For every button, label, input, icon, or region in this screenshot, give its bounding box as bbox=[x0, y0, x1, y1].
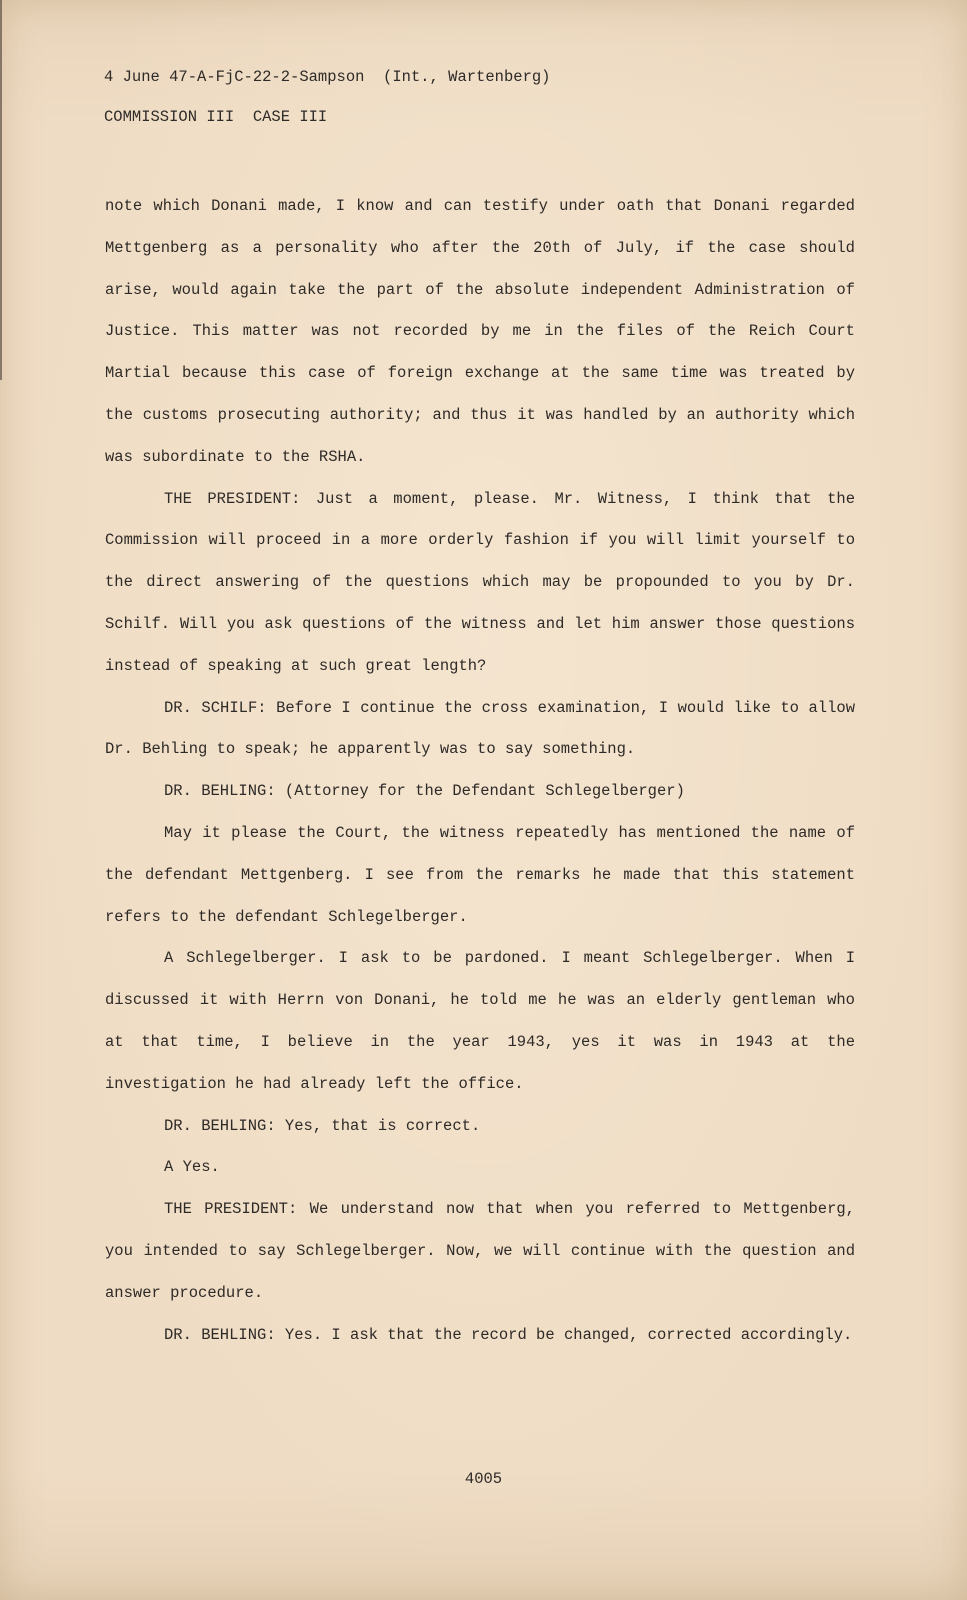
header-commission-case: COMMISSION III CASE III bbox=[104, 108, 328, 126]
paragraph-president-understanding: THE PRESIDENT: We understand now that when you referred to Mettgenberg, you intended to say Schlegelberger. Now, we will continue with the question and answer procedure. bbox=[105, 1200, 855, 1302]
page-number: 4005 bbox=[464, 1470, 503, 1488]
paragraph-behling-correction: DR. BEHLING: Yes. I ask that the record be changed, corrected accordingly. bbox=[164, 1325, 853, 1344]
paragraph-behling-confirm: DR. BEHLING: Yes, that is correct. bbox=[164, 1116, 481, 1135]
paragraph-testimony-continuation: note which Donani made, I know and can testify under oath that Donani regarded Mettgenberg as a personality who after the 20th of July, if the case should arise, would again take the part of the absolute independent Administration of Justice. This matter was not recorded by me in the files of the Reich Court Martial because this case of foreign exchange at the same time was treated by the customs prosecuting authority; and thus it was handled by an authority which was subordinate to the RSHA. bbox=[105, 197, 855, 466]
paragraph-witness-answer: A Schlegelberger. I ask to be pardoned. I meant Schlegelberger. When I discussed it with Herrn von Donani, he told me he was an elderly gentleman who at that time, I believe in the year 1943, yes it was in 1943 at the investigation he had already left the office. bbox=[105, 949, 855, 1093]
transcript-body bbox=[105, 186, 855, 1356]
paragraph-behling-attribution: DR. BEHLING: (Attorney for the Defendant Schlegelberger) bbox=[164, 782, 685, 801]
paragraph-president-remark: THE PRESIDENT: Just a moment, please. Mr. Witness, I think that the Commission will proceed in a more orderly fashion if you will limit yourself to the direct answering of the questions which may be propounded to you by Dr. Schilf. Will you ask questions of the witness and let him answer those questions instead of speaking at such great length? bbox=[105, 489, 855, 675]
page-edge-shadow bbox=[0, 0, 2, 380]
header-date-reference: 4 June 47-A-FjC-22-2-Sampson (Int., Wartenberg) bbox=[104, 68, 551, 86]
paragraph-witness-yes: A Yes. bbox=[164, 1158, 220, 1177]
document-header bbox=[104, 62, 550, 142]
paragraph-schilf-remark: DR. SCHILF: Before I continue the cross examination, I would like to allow Dr. Behling to speak; he apparently was to say something. bbox=[105, 698, 855, 759]
paragraph-behling-statement: May it please the Court, the witness repeatedly has mentioned the name of the defendant Mettgenberg. I see from the remarks he made that this statement refers to the defendant Schlegelberger. bbox=[105, 823, 855, 926]
